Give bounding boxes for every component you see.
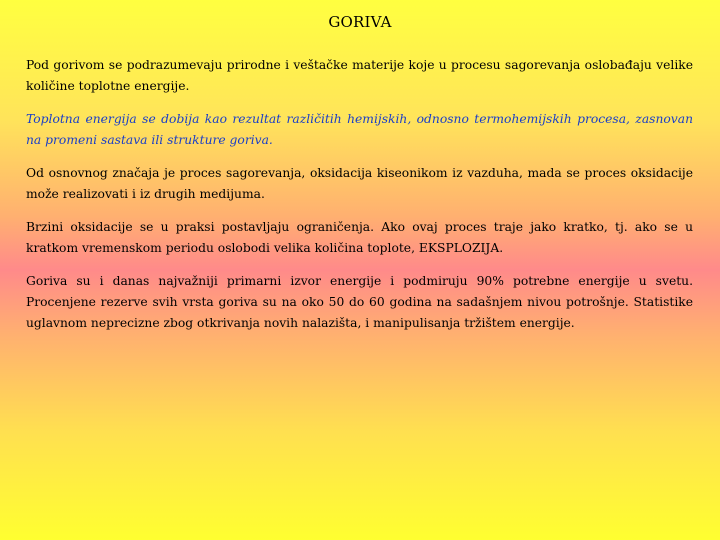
paragraph-oxidation-speed: Brzini oksidacije se u praksi postavljaju ograničenja. Ako ovaj proces traje jako kratko, tj. ako se u kratkom vremenskom periodu oslobodi velika količina toplote, EKSPLOZIJA. [26,220,693,255]
slide-title: GORIVA [328,13,392,31]
paragraph-definition: Pod gorivom se podrazumevaju prirodne i veštačke materije koje u procesu sagorevanja oslobađaju velike količine toplotne energije. [26,58,693,93]
paragraph-highlighted: Toplotna energija se dobija kao rezultat različitih hemijskih, odnosno termohemijskih procesa, zasnovan na promeni sastava ili strukture goriva. [26,112,693,147]
paragraph-combustion: Od osnovnog značaja je proces sagorevanja, oksidacija kiseonikom iz vazduha, mada se proces oksidacije može realizovati i iz drugih medijuma. [26,166,693,201]
slide-body [26,55,693,346]
paragraph-reserves: Goriva su i danas najvažniji primarni izvor energije i podmiruju 90% potrebne energije u svetu. Procenjene rezerve svih vrsta goriva su na oko 50 do 60 godina na sadašnjem nivou potrošnje. Statistike uglavnom neprecizne zbog otkrivanja novih nalazišta, i manipulisanja tržištem energije. [26,274,693,330]
